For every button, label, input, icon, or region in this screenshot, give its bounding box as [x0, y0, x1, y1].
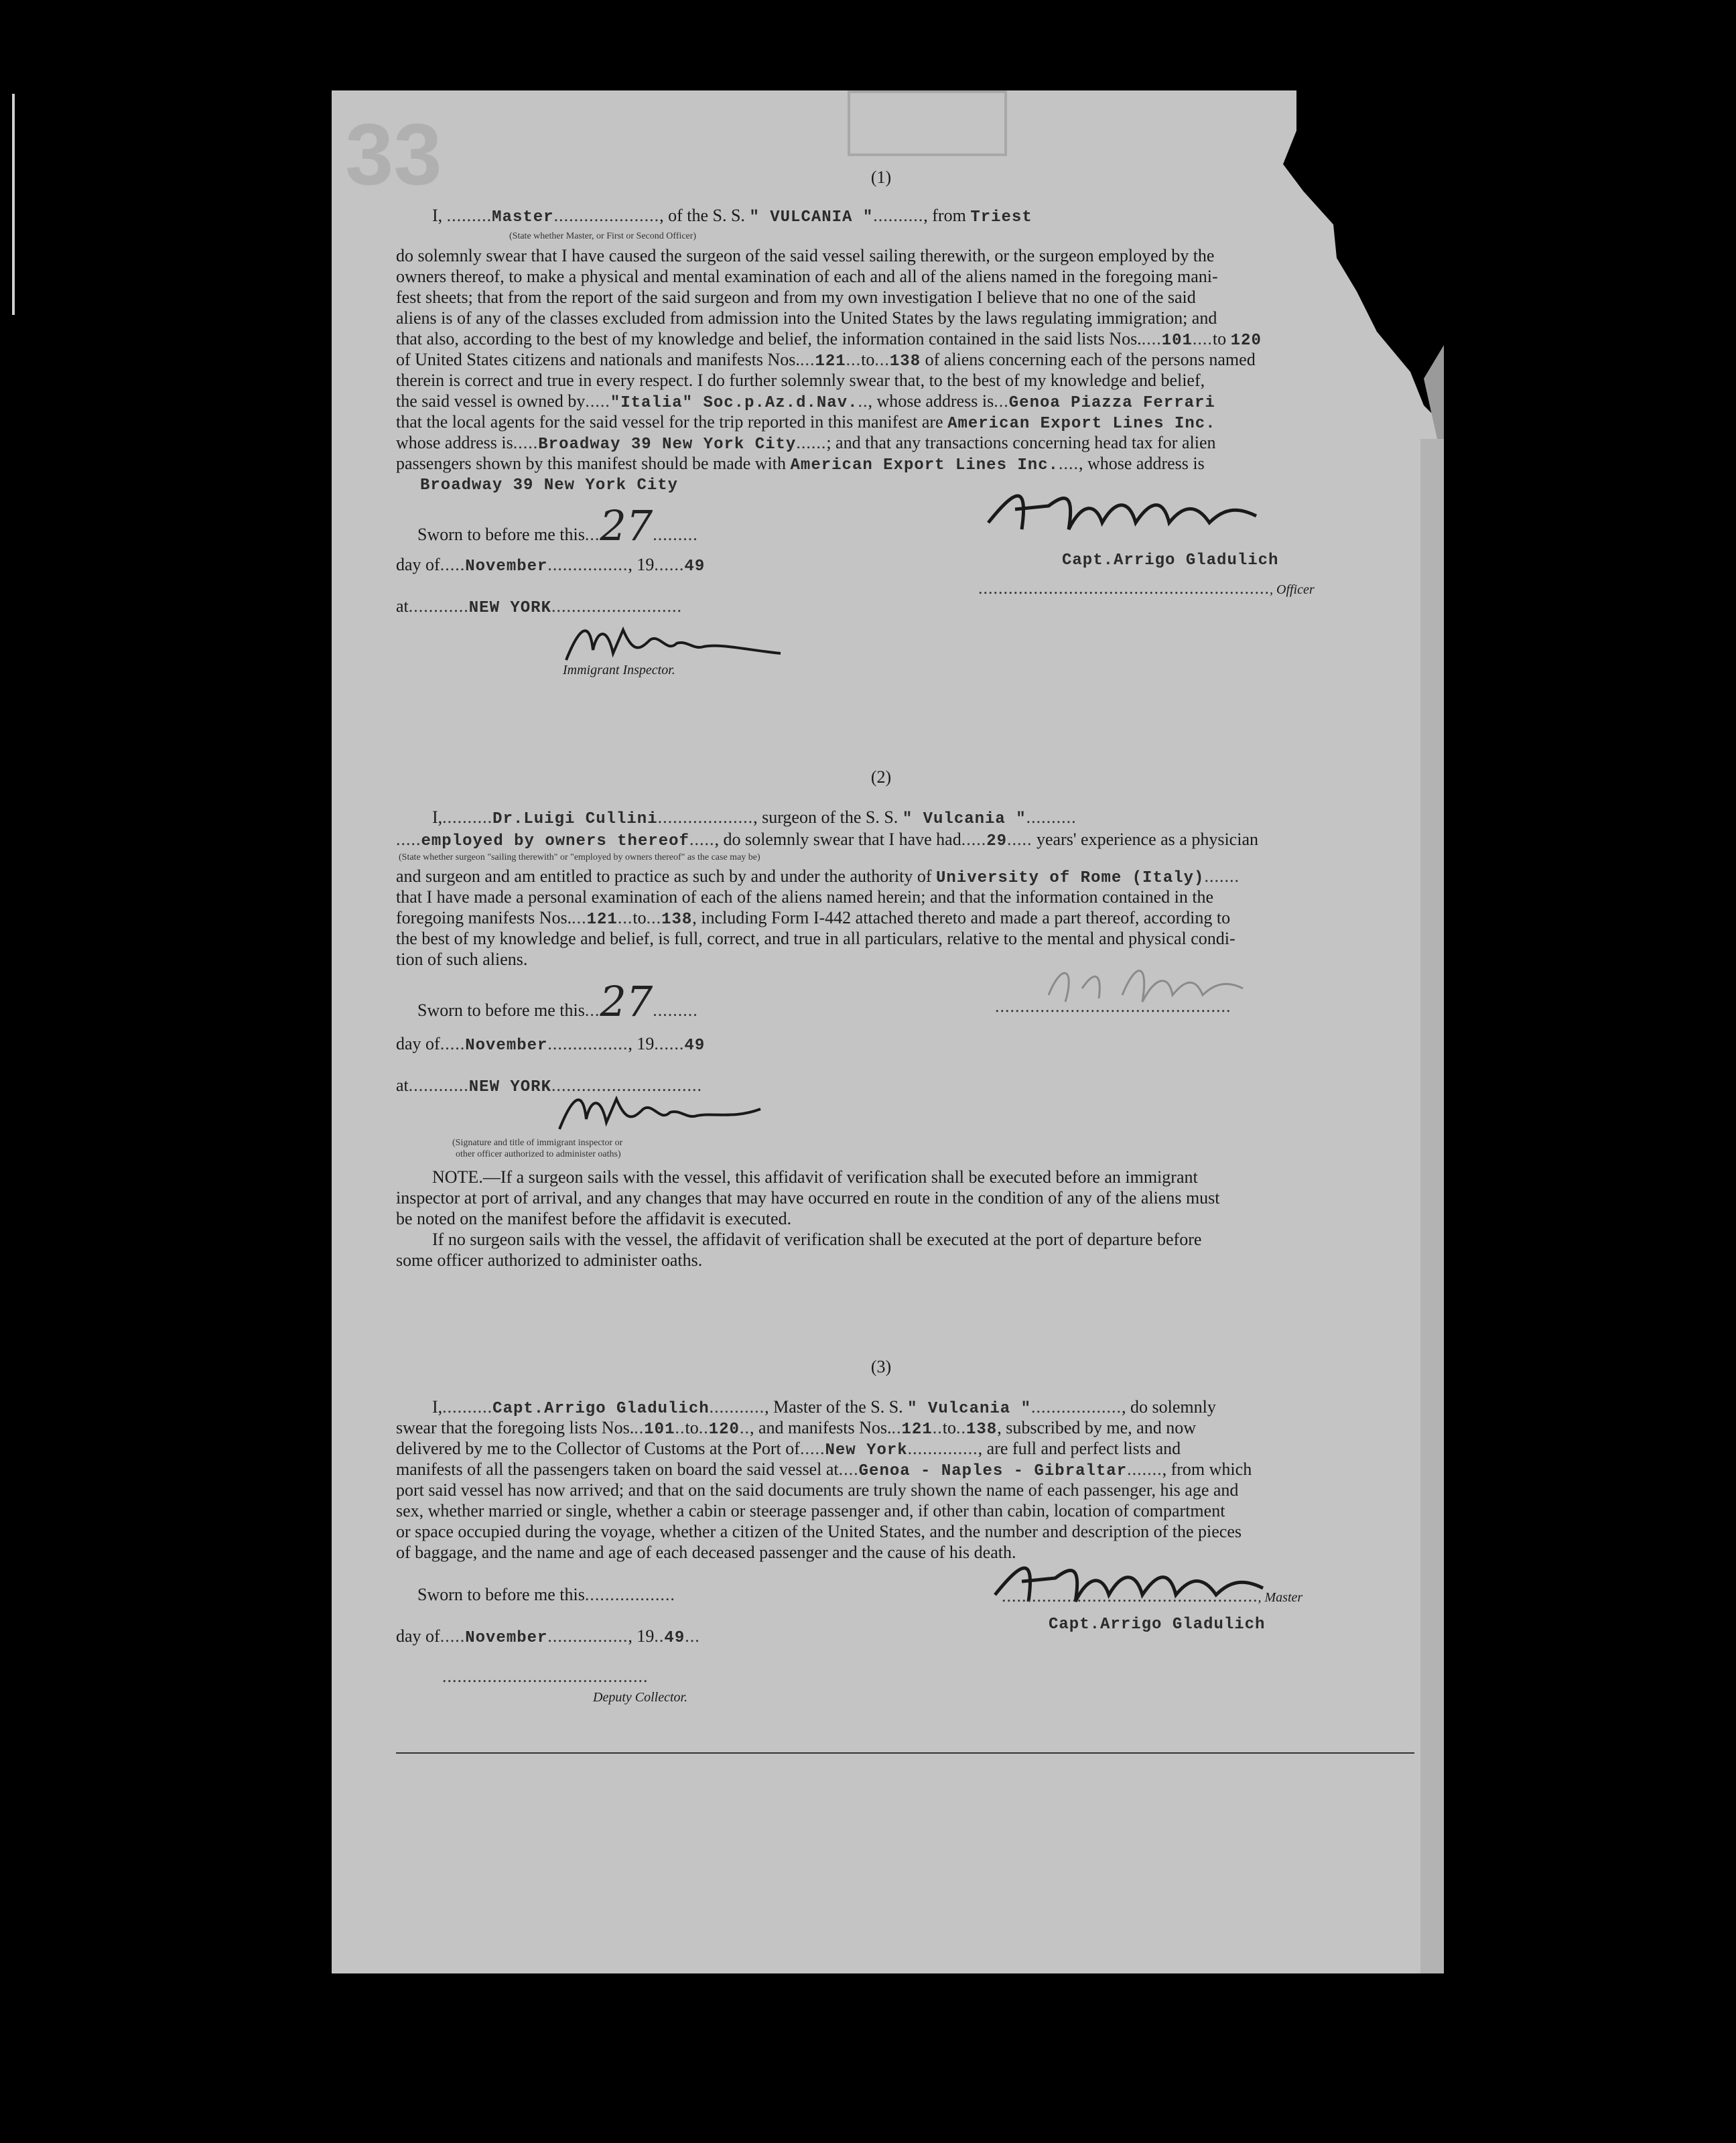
a1-line-2: do solemnly swear that I have caused the surgeon of the said vessel sailing therewith, or the surgeon employed by the — [396, 246, 1215, 265]
a2-note-2: inspector at port of arrival, and any changes that may have occurred en route in the condition of any of the aliens must — [396, 1188, 1220, 1208]
a2-inspector-note-2: other officer authorized to administer oaths) — [456, 1149, 621, 1159]
a1-master: Master — [492, 208, 554, 226]
a2-line-3: and surgeon and am entitled to practice as such by and under the authority of University of Rome (Italy)....... — [396, 866, 1240, 887]
a1-line-11: whose address is.....Broadway 39 New York City......; and that any transactions concerning head tax for alien — [396, 433, 1216, 454]
a2-line-6: the best of my knowledge and belief, is full, correct, and true in all particulars, relative to the mental and physical condi- — [396, 929, 1236, 948]
a2-note-4: If no surgeon sails with the vessel, the affidavit of verification shall be executed at the port of departure before — [432, 1230, 1202, 1249]
punch-hole — [1475, 1762, 1506, 1793]
bottom-rule — [396, 1752, 1414, 1754]
a3-deputy-line: ......................................... — [442, 1667, 649, 1686]
a2-day-of: day of.....November................, 19......49 — [396, 1034, 706, 1055]
a1-at: at............NEW YORK.......................... — [396, 596, 682, 617]
a2-line-5: foregoing manifests Nos....121...to...138, including Form I-442 attached thereto and made a part thereof, according to — [396, 908, 1231, 929]
a1-headtax-addr: Broadway 39 New York City — [420, 476, 679, 495]
punch-hole — [1475, 588, 1506, 619]
punch-hole — [1475, 998, 1506, 1029]
a3-line-7: or space occupied during the voyage, whether a citizen of the United States, and the number and description of the pieces — [396, 1522, 1242, 1541]
a3-line-8: of baggage, and the name and age of each deceased passenger and the cause of his death. — [396, 1543, 1016, 1562]
film-edge-line — [12, 94, 15, 315]
a3-line-3: delivered by me to the Collector of Customs at the Port of.....New York.............., are full and perfect lists and — [396, 1439, 1181, 1459]
a1-officer-name: Capt.Arrigo Gladulich — [1062, 551, 1279, 570]
a1-line-4: fest sheets; that from the report of the said surgeon and from my own investigation I believe that no one of the said — [396, 287, 1196, 307]
a1-line-7: of United States citizens and nationals and manifests Nos....121...to...138 of aliens concerning each of the persons named — [396, 350, 1256, 371]
a2-surgeon-line: ............................................... — [995, 996, 1231, 1016]
a3-day-of: day of.....November................, 19..49... — [396, 1626, 700, 1647]
punch-hole — [1475, 1323, 1506, 1354]
a3-master-line: ..................................................., Master — [1002, 1586, 1303, 1606]
a3-sworn: Sworn to before me this.................. — [417, 1585, 675, 1604]
section-number-3: (3) — [870, 1357, 892, 1376]
a1-from-port: Triest — [970, 208, 1032, 226]
a2-line-1: I,..........Dr.Luigi Cullini..................., surgeon of the S. S. " Vulcania ".......... — [432, 807, 1077, 828]
a3-deputy-label: Deputy Collector. — [593, 1690, 688, 1705]
a1-ship: " VULCANIA " — [749, 208, 874, 226]
a3-line-1: I,..........Capt.Arrigo Gladulich..........., Master of the S. S. " Vulcania ".................., do solemnly — [432, 1397, 1216, 1418]
torn-corner — [1203, 90, 1444, 439]
affidavit-page — [332, 90, 1444, 1973]
a1-sworn: Sworn to before me this...27......... — [417, 501, 698, 550]
punch-hole — [1475, 704, 1506, 734]
section-number-1: (1) — [870, 168, 892, 187]
a3-line-4: manifests of all the passengers taken on board the said vessel at....Genoa - Naples - Gibraltar......., from which — [396, 1459, 1252, 1480]
a2-note-1: NOTE.—If a surgeon sails with the vessel, this affidavit of verification shall be executed before an immigrant — [432, 1167, 1198, 1187]
page-edge-stain — [1420, 439, 1444, 1973]
a1-inspector-signature — [559, 613, 787, 673]
a3-master-signature — [982, 1548, 1283, 1622]
a2-line-2: .....employed by owners thereof....., do solemnly swear that I have had.....29..... years' experience as a physician — [396, 830, 1258, 850]
a1-line-9: the said vessel is owned by....."Italia" Soc.p.Az.d.Nav..., whose address is...Genoa Piazza Ferrari — [396, 391, 1215, 412]
a3-master-typed: Capt.Arrigo Gladulich — [1049, 1616, 1266, 1634]
a3-line-5: port said vessel has now arrived; and that on the said documents are truly shown the name of each passenger, his age and — [396, 1480, 1239, 1500]
a1-officer-line: .........................................................., Officer — [978, 578, 1315, 598]
a2-at: at............NEW YORK.............................. — [396, 1076, 702, 1096]
a3-line-2: swear that the foregoing lists Nos...101..to..120.., and manifests Nos...121..to..138, subscribed by me, and now — [396, 1418, 1196, 1439]
punch-hole — [1475, 1880, 1506, 1910]
faded-stamp-box — [848, 90, 1007, 156]
faded-stamp: 33 — [345, 105, 442, 203]
a1-line-8: therein is correct and true in every respect. I do further solemnly swear that, to the best of my knowledge and belief, — [396, 371, 1205, 390]
a1-line-10: that the local agents for the said vessel for the trip reported in this manifest are American Export Lines Inc. — [396, 412, 1216, 433]
a2-line-4: that I have made a personal examination of each of the aliens named herein; and that the information contained in the — [396, 887, 1214, 907]
a2-note-5: some officer authorized to administer oaths. — [396, 1250, 703, 1270]
a2-state-note: (State whether surgeon "sailing therewith" or "employed by owners thereof" as the case may be) — [399, 852, 760, 862]
a1-line-5: aliens is of any of the classes excluded from admission into the United States by the laws regulating immigration; and — [396, 308, 1217, 328]
a1-inspector-label: Immigrant Inspector. — [563, 663, 675, 677]
a2-sworn: Sworn to before me this...27......... — [417, 977, 698, 1026]
section-number-2: (2) — [870, 767, 892, 787]
a1-line-1: I, .........Master....................., of the S. S. " VULCANIA ".........., from Triest — [432, 206, 1032, 226]
a1-officer-signature — [975, 476, 1276, 549]
a1-line-6: that also, according to the best of my knowledge and belief, the information contained in the said lists Nos.....101....to 120 — [396, 329, 1262, 350]
a1-line-3: owners thereof, to make a physical and mental examination of each and all of the aliens named in the foregoing mani- — [396, 267, 1218, 286]
a2-line-7: tion of such aliens. — [396, 950, 528, 969]
a2-note-3: be noted on the manifest before the affidavit is executed. — [396, 1209, 792, 1228]
a1-state-note: (State whether Master, or First or Second Officer) — [509, 231, 697, 241]
a1-line-12: passengers shown by this manifest should be made with American Export Lines Inc....., whose address is — [396, 454, 1205, 474]
a2-inspector-note-1: (Signature and title of immigrant inspector or — [452, 1138, 623, 1148]
a1-day-of: day of.....November................, 19......49 — [396, 555, 706, 576]
a3-line-6: sex, whether married or single, whether a cabin or steerage passenger and, if other than cabin, location of compartment — [396, 1501, 1225, 1520]
